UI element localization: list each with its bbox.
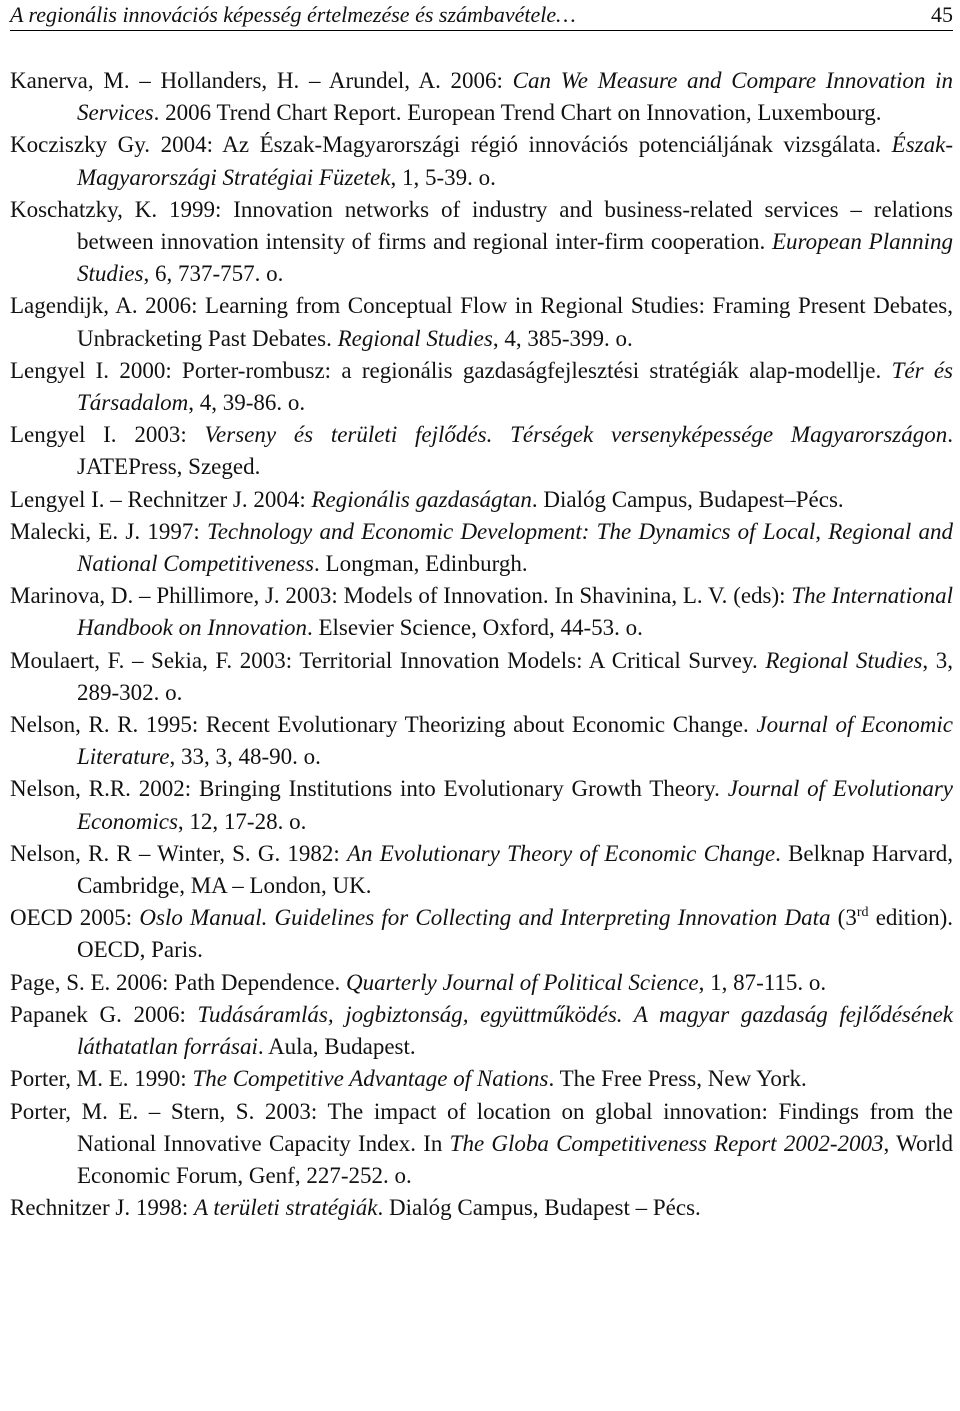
reference-text: Porter, M. E. 1990: <box>10 1066 193 1092</box>
reference-entry <box>10 290 953 354</box>
reference-text: . JATEPress, Szeged. <box>77 422 953 480</box>
reference-text: . Longman, Edinburgh. <box>314 551 528 577</box>
reference-entry <box>10 1192 953 1224</box>
running-header <box>10 0 953 31</box>
reference-entry <box>10 129 953 193</box>
reference-text: edition). OECD, Paris. <box>77 905 954 963</box>
reference-title: A területi stratégiák <box>193 1195 378 1221</box>
reference-text: , World Economic Forum, Genf, 227-252. o. <box>77 1130 953 1188</box>
reference-title: Tudásáramlás, jogbiztonság, együttműködés. A magyar gazdaság fejlődésének láthatatlan forrásai <box>77 1001 953 1060</box>
reference-text: Nelson, R. R – Winter, S. G. 1982: <box>10 840 347 866</box>
reference-text: Malecki, E. J. 1997: <box>10 518 208 544</box>
reference-text: (3 <box>830 905 857 931</box>
reference-entry <box>10 1096 953 1193</box>
reference-text: Kocziszky Gy. 2004: Az Észak-Magyarországi régió innovációs potenciáljának vizsgálata. <box>10 132 892 158</box>
reference-title: Regional Studies <box>765 647 923 673</box>
document-page <box>10 0 953 1224</box>
reference-entry <box>10 194 953 291</box>
reference-title: Regional Studies <box>337 325 493 351</box>
reference-text: , 1, 5-39. o. <box>390 164 496 190</box>
reference-title: The Globa Competitiveness Report 2002-2003 <box>449 1130 884 1156</box>
reference-text: Nelson, R.R. 2002: Bringing Institutions into Evolutionary Growth Theory. <box>10 776 728 802</box>
reference-text: Page, S. E. 2006: Path Dependence. <box>10 969 346 995</box>
reference-title: Verseny és területi fejlődés. Térségek versenyképessége Magyarországon <box>204 422 948 448</box>
reference-text: , 4, 39-86. o. <box>188 390 306 416</box>
reference-text: . The Free Press, New York. <box>548 1066 807 1092</box>
reference-text: , 6, 737-757. o. <box>143 261 284 287</box>
reference-text: Lengyel I. 2000: Porter-rombusz: a regionális gazdaságfejlesztési stratégiák alap-modellje. <box>10 357 892 383</box>
reference-entry <box>10 484 953 516</box>
reference-entry <box>10 999 953 1063</box>
reference-title: An Evolutionary Theory of Economic Change <box>346 840 776 866</box>
reference-text: . Aula, Budapest. <box>257 1034 416 1060</box>
reference-text: Rechnitzer J. 1998: <box>10 1195 194 1221</box>
reference-entry <box>10 65 953 129</box>
reference-title: Can We Measure and Compare Innovation in Services <box>77 68 953 126</box>
reference-text: . Belknap Harvard, Cambridge, MA – London, UK. <box>77 840 953 899</box>
reference-text: . Elsevier Science, Oxford, 44-53. o. <box>306 615 643 641</box>
reference-text: , 4, 385-399. o. <box>492 325 633 351</box>
reference-text: OECD 2005: <box>10 905 140 931</box>
reference-title: Észak-Magyarországi Stratégiai Füzetek <box>77 132 953 190</box>
reference-title: Tér és Társadalom <box>77 357 953 416</box>
reference-entry <box>10 645 953 709</box>
reference-entry <box>10 967 953 999</box>
reference-text: . 2006 Trend Chart Report. European Trend Chart on Innovation, Luxembourg. <box>153 100 882 126</box>
reference-entry <box>10 355 953 419</box>
reference-text: Lengyel I. – Rechnitzer J. 2004: <box>10 486 312 512</box>
reference-text: , 1, 87-115. o. <box>698 969 827 995</box>
reference-title: Journal of Economic Literature <box>77 712 953 770</box>
reference-entry <box>10 419 953 483</box>
reference-text: Lagendijk, A. 2006: Learning from Conceptual Flow in Regional Studies: Framing Present Debates, Unbracketing Past Debates. <box>10 293 953 351</box>
reference-text: Papanek G. 2006: <box>10 1001 198 1027</box>
reference-entry <box>10 516 953 580</box>
reference-entry <box>10 709 953 773</box>
reference-title: Quarterly Journal of Political Science <box>345 969 699 995</box>
reference-entry <box>10 838 953 902</box>
reference-text: , 3, 289-302. o. <box>77 647 954 705</box>
reference-text: Marinova, D. – Phillimore, J. 2003: Models of Innovation. In Shavinina, L. V. (eds): <box>10 583 792 609</box>
reference-text: . Dialóg Campus, Budapest – Pécs. <box>377 1195 701 1221</box>
reference-text: Porter, M. E. – Stern, S. 2003: The impact of location on global innovation: Findings from the National Innovative Capacity Index. In <box>10 1098 953 1156</box>
reference-text: rd <box>856 905 869 921</box>
reference-title: Journal of Evolutionary Economics <box>77 776 953 834</box>
reference-text: , 33, 3, 48-90. o. <box>169 744 321 770</box>
reference-entry <box>10 902 953 966</box>
running-title: A regionális innovációs képesség értelmezése és számbavétele… <box>10 2 576 27</box>
reference-entry <box>10 1063 953 1095</box>
reference-text: Nelson, R. R. 1995: Recent Evolutionary Theorizing about Economic Change. <box>10 712 757 738</box>
page-number: 45 <box>931 2 953 27</box>
reference-title: The Competitive Advantage of Nations <box>192 1066 549 1092</box>
reference-text: , 12, 17-28. o. <box>177 808 307 834</box>
reference-text: Moulaert, F. – Sekia, F. 2003: Territorial Innovation Models: A Critical Survey. <box>10 647 766 673</box>
reference-text: Kanerva, M. – Hollanders, H. – Arundel, A. 2006: <box>10 68 513 93</box>
reference-text: Lengyel I. 2003: <box>10 422 205 448</box>
reference-title: European Planning Studies <box>77 229 953 287</box>
reference-title: Regionális gazdaságtan <box>311 486 532 512</box>
reference-list <box>10 65 953 1224</box>
reference-text: Koschatzky, K. 1999: Innovation networks of industry and business-related services – relations between innovation intensity of firms and regional inter-firm cooperation. <box>10 196 953 255</box>
reference-title: Oslo Manual. Guidelines for Collecting and Interpreting Innovation Data <box>139 905 831 931</box>
reference-title: Technology and Economic Development: The Dynamics of Local, Regional and National Competitiveness <box>77 518 953 577</box>
reference-text: . Dialóg Campus, Budapest–Pécs. <box>531 486 844 512</box>
reference-title: The International Handbook on Innovation <box>77 583 953 641</box>
reference-entry <box>10 773 953 837</box>
reference-entry <box>10 580 953 644</box>
